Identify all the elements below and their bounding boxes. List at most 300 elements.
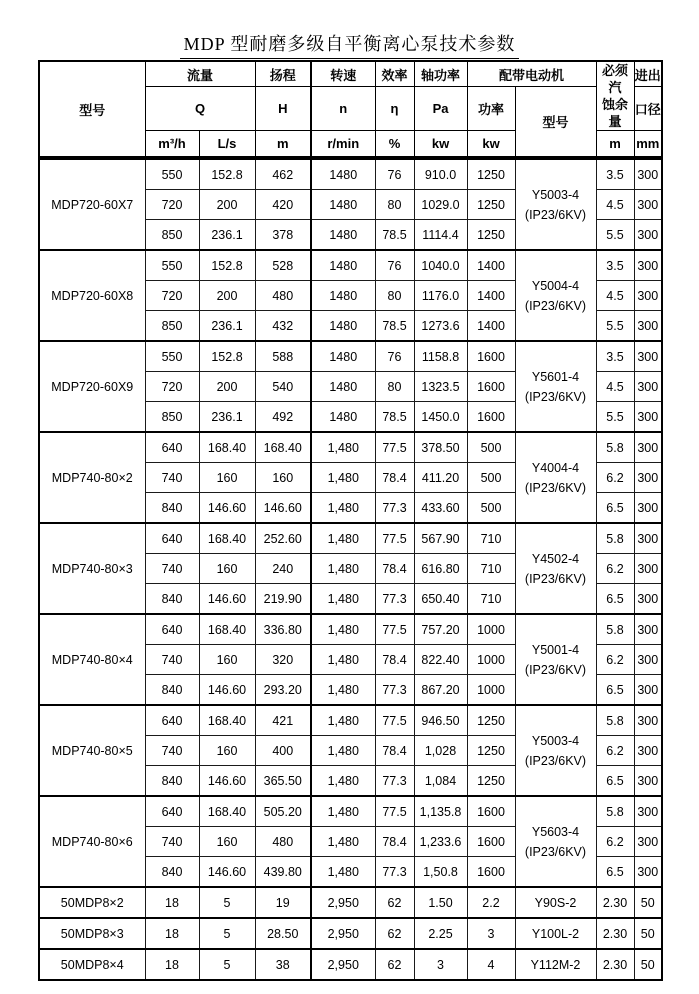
cell-motor-power-kw: 710 xyxy=(467,554,515,584)
cell-flow-ls: 168.40 xyxy=(199,523,255,554)
header-head-unit: m xyxy=(255,131,311,158)
header-efficiency-symbol: η xyxy=(375,87,414,131)
cell-shaft-power-kw: 1176.0 xyxy=(414,281,467,311)
page-title: MDP 型耐磨多级自平衡离心泵技术参数 xyxy=(180,30,520,59)
title-row xyxy=(0,30,699,59)
cell-flow-ls: 160 xyxy=(199,645,255,675)
cell-motor-power-kw: 1600 xyxy=(467,857,515,888)
cell-flow-m3h: 840 xyxy=(145,675,199,706)
cell-speed-rpm: 1480 xyxy=(311,220,375,251)
cell-efficiency-pct: 77.5 xyxy=(375,614,414,645)
header-npsh-line2: 蚀余量 xyxy=(602,97,629,129)
motor-model-name: Y5601-4 xyxy=(531,369,580,384)
cell-motor-power-kw: 1000 xyxy=(467,614,515,645)
cell-shaft-power-kw: 1040.0 xyxy=(414,250,467,281)
motor-model-cell xyxy=(515,949,596,980)
cell-speed-rpm: 1,480 xyxy=(311,705,375,736)
motor-model-note: (IP23/6KV) xyxy=(524,844,587,859)
cell-speed-rpm: 1,480 xyxy=(311,857,375,888)
pump-model-cell: 50MDP8×3 xyxy=(39,918,145,949)
cell-head-m: 160 xyxy=(255,463,311,493)
motor-model-name: Y90S-2 xyxy=(534,895,577,910)
cell-speed-rpm: 2,950 xyxy=(311,949,375,980)
cell-motor-power-kw: 4 xyxy=(467,949,515,980)
cell-head-m: 365.50 xyxy=(255,766,311,797)
cell-shaft-power-kw: 946.50 xyxy=(414,705,467,736)
cell-head-m: 168.40 xyxy=(255,432,311,463)
header-speed: 转速 xyxy=(311,61,375,87)
cell-flow-m3h: 740 xyxy=(145,827,199,857)
cell-motor-power-kw: 1250 xyxy=(467,159,515,190)
header-head-symbol: H xyxy=(255,87,311,131)
motor-model-cell xyxy=(515,887,596,918)
cell-efficiency-pct: 78.4 xyxy=(375,554,414,584)
cell-speed-rpm: 1480 xyxy=(311,372,375,402)
cell-port-mm: 300 xyxy=(634,554,662,584)
cell-speed-rpm: 1,480 xyxy=(311,675,375,706)
cell-npsh-m: 5.5 xyxy=(596,311,634,342)
cell-npsh-m: 5.8 xyxy=(596,796,634,827)
motor-model-name: Y4502-4 xyxy=(531,551,580,566)
cell-speed-rpm: 1480 xyxy=(311,190,375,220)
motor-model-note: (IP23/6KV) xyxy=(524,207,587,222)
cell-flow-m3h: 640 xyxy=(145,705,199,736)
cell-head-m: 240 xyxy=(255,554,311,584)
header-motor-model: 型号 xyxy=(515,87,596,158)
cell-port-mm: 300 xyxy=(634,432,662,463)
cell-efficiency-pct: 77.3 xyxy=(375,857,414,888)
header-head: 扬程 xyxy=(255,61,311,87)
data-table-body xyxy=(39,159,662,981)
cell-speed-rpm: 1,480 xyxy=(311,463,375,493)
cell-port-mm: 300 xyxy=(634,766,662,797)
cell-npsh-m: 5.5 xyxy=(596,220,634,251)
motor-model-name: Y5001-4 xyxy=(531,642,580,657)
cell-efficiency-pct: 77.3 xyxy=(375,766,414,797)
cell-shaft-power-kw: 1450.0 xyxy=(414,402,467,433)
header-port-unit: mm xyxy=(634,131,662,158)
table-row xyxy=(39,250,662,281)
cell-efficiency-pct: 62 xyxy=(375,918,414,949)
cell-efficiency-pct: 76 xyxy=(375,250,414,281)
cell-efficiency-pct: 78.5 xyxy=(375,220,414,251)
cell-port-mm: 300 xyxy=(634,281,662,311)
motor-model-name: Y4004-4 xyxy=(531,460,580,475)
cell-flow-m3h: 850 xyxy=(145,311,199,342)
header-flow-symbol: Q xyxy=(145,87,255,131)
cell-speed-rpm: 1480 xyxy=(311,341,375,372)
cell-efficiency-pct: 76 xyxy=(375,159,414,190)
motor-model-note: (IP23/6KV) xyxy=(524,662,587,677)
cell-flow-m3h: 740 xyxy=(145,736,199,766)
cell-flow-m3h: 840 xyxy=(145,493,199,524)
header-npsh-unit: m xyxy=(596,131,634,158)
cell-shaft-power-kw: 1,084 xyxy=(414,766,467,797)
table-row xyxy=(39,159,662,190)
motor-model-note: (IP23/6KV) xyxy=(524,389,587,404)
cell-motor-power-kw: 1000 xyxy=(467,675,515,706)
cell-motor-power-kw: 2.2 xyxy=(467,887,515,918)
cell-efficiency-pct: 78.5 xyxy=(375,311,414,342)
header-motor-power-unit: kw xyxy=(467,131,515,158)
cell-head-m: 146.60 xyxy=(255,493,311,524)
cell-npsh-m: 6.2 xyxy=(596,736,634,766)
motor-model-name: Y5603-4 xyxy=(531,824,580,839)
cell-motor-power-kw: 1600 xyxy=(467,827,515,857)
cell-flow-ls: 146.60 xyxy=(199,584,255,615)
cell-flow-m3h: 720 xyxy=(145,190,199,220)
pump-model-cell: MDP720-60X9 xyxy=(39,341,145,432)
cell-flow-m3h: 740 xyxy=(145,645,199,675)
cell-motor-power-kw: 1400 xyxy=(467,250,515,281)
cell-shaft-power-kw: 1,028 xyxy=(414,736,467,766)
cell-motor-power-kw: 1600 xyxy=(467,402,515,433)
cell-flow-ls: 146.60 xyxy=(199,766,255,797)
cell-speed-rpm: 1,480 xyxy=(311,614,375,645)
cell-head-m: 480 xyxy=(255,827,311,857)
cell-speed-rpm: 1,480 xyxy=(311,432,375,463)
cell-flow-m3h: 840 xyxy=(145,766,199,797)
cell-npsh-m: 3.5 xyxy=(596,159,634,190)
cell-npsh-m: 4.5 xyxy=(596,190,634,220)
cell-shaft-power-kw: 1,135.8 xyxy=(414,796,467,827)
table-row xyxy=(39,432,662,463)
cell-flow-ls: 146.60 xyxy=(199,493,255,524)
cell-flow-m3h: 850 xyxy=(145,402,199,433)
header-motor: 配带电动机 xyxy=(467,61,596,87)
header-motor-power: 功率 xyxy=(467,87,515,131)
cell-motor-power-kw: 500 xyxy=(467,493,515,524)
cell-shaft-power-kw: 2.25 xyxy=(414,918,467,949)
cell-shaft-power-kw: 1,50.8 xyxy=(414,857,467,888)
cell-npsh-m: 4.5 xyxy=(596,372,634,402)
pump-model-cell: MDP740-80×2 xyxy=(39,432,145,523)
cell-shaft-power-kw: 1323.5 xyxy=(414,372,467,402)
cell-shaft-power-kw: 757.20 xyxy=(414,614,467,645)
cell-head-m: 588 xyxy=(255,341,311,372)
motor-model-cell xyxy=(515,341,596,432)
cell-flow-ls: 5 xyxy=(199,918,255,949)
cell-efficiency-pct: 77.5 xyxy=(375,523,414,554)
cell-flow-m3h: 840 xyxy=(145,584,199,615)
pump-model-cell: MDP720-60X8 xyxy=(39,250,145,341)
cell-npsh-m: 2.30 xyxy=(596,949,634,980)
header-port-line2: 口径 xyxy=(634,87,662,131)
cell-port-mm: 300 xyxy=(634,341,662,372)
cell-flow-ls: 152.8 xyxy=(199,341,255,372)
cell-efficiency-pct: 77.3 xyxy=(375,493,414,524)
cell-flow-m3h: 640 xyxy=(145,796,199,827)
cell-efficiency-pct: 80 xyxy=(375,190,414,220)
header-shaft-power-unit: kw xyxy=(414,131,467,158)
cell-motor-power-kw: 1250 xyxy=(467,766,515,797)
motor-model-note: (IP23/6KV) xyxy=(524,753,587,768)
cell-speed-rpm: 1480 xyxy=(311,311,375,342)
header-port-line1: 进出 xyxy=(634,61,662,87)
pump-model-cell: MDP720-60X7 xyxy=(39,159,145,251)
cell-efficiency-pct: 78.4 xyxy=(375,827,414,857)
motor-model-cell xyxy=(515,523,596,614)
cell-port-mm: 300 xyxy=(634,584,662,615)
cell-speed-rpm: 1,480 xyxy=(311,827,375,857)
table-row xyxy=(39,523,662,554)
cell-port-mm: 300 xyxy=(634,190,662,220)
cell-speed-rpm: 1480 xyxy=(311,159,375,190)
cell-npsh-m: 6.2 xyxy=(596,827,634,857)
cell-flow-ls: 160 xyxy=(199,827,255,857)
cell-npsh-m: 3.5 xyxy=(596,250,634,281)
cell-motor-power-kw: 1400 xyxy=(467,311,515,342)
cell-speed-rpm: 1,480 xyxy=(311,523,375,554)
cell-efficiency-pct: 76 xyxy=(375,341,414,372)
cell-motor-power-kw: 710 xyxy=(467,584,515,615)
cell-speed-rpm: 1,480 xyxy=(311,554,375,584)
cell-port-mm: 300 xyxy=(634,311,662,342)
table-row xyxy=(39,796,662,827)
table-row xyxy=(39,918,662,949)
cell-shaft-power-kw: 1158.8 xyxy=(414,341,467,372)
cell-motor-power-kw: 500 xyxy=(467,432,515,463)
cell-shaft-power-kw: 1114.4 xyxy=(414,220,467,251)
cell-flow-ls: 168.40 xyxy=(199,614,255,645)
motor-model-cell xyxy=(515,705,596,796)
cell-flow-ls: 146.60 xyxy=(199,857,255,888)
cell-port-mm: 300 xyxy=(634,857,662,888)
cell-port-mm: 50 xyxy=(634,949,662,980)
cell-flow-m3h: 550 xyxy=(145,250,199,281)
cell-shaft-power-kw: 567.90 xyxy=(414,523,467,554)
pump-model-cell: MDP740-80×3 xyxy=(39,523,145,614)
cell-npsh-m: 5.8 xyxy=(596,432,634,463)
cell-shaft-power-kw: 1273.6 xyxy=(414,311,467,342)
cell-head-m: 462 xyxy=(255,159,311,190)
table-row xyxy=(39,341,662,372)
cell-shaft-power-kw: 1029.0 xyxy=(414,190,467,220)
cell-port-mm: 300 xyxy=(634,220,662,251)
cell-efficiency-pct: 80 xyxy=(375,281,414,311)
cell-motor-power-kw: 1600 xyxy=(467,796,515,827)
cell-flow-ls: 5 xyxy=(199,949,255,980)
cell-efficiency-pct: 77.5 xyxy=(375,432,414,463)
cell-npsh-m: 6.5 xyxy=(596,493,634,524)
cell-shaft-power-kw: 910.0 xyxy=(414,159,467,190)
header-efficiency-unit: % xyxy=(375,131,414,158)
cell-shaft-power-kw: 433.60 xyxy=(414,493,467,524)
cell-head-m: 219.90 xyxy=(255,584,311,615)
cell-head-m: 336.80 xyxy=(255,614,311,645)
cell-head-m: 293.20 xyxy=(255,675,311,706)
cell-efficiency-pct: 77.3 xyxy=(375,675,414,706)
cell-shaft-power-kw: 378.50 xyxy=(414,432,467,463)
cell-efficiency-pct: 77.5 xyxy=(375,796,414,827)
header-flow-unit-m3h: m³/h xyxy=(145,131,199,158)
cell-efficiency-pct: 78.4 xyxy=(375,463,414,493)
cell-motor-power-kw: 1250 xyxy=(467,736,515,766)
table-row xyxy=(39,887,662,918)
cell-port-mm: 300 xyxy=(634,736,662,766)
cell-npsh-m: 6.5 xyxy=(596,675,634,706)
header-pump-model: 型号 xyxy=(39,61,145,157)
cell-flow-m3h: 550 xyxy=(145,341,199,372)
cell-motor-power-kw: 500 xyxy=(467,463,515,493)
cell-speed-rpm: 1,480 xyxy=(311,766,375,797)
header-shaft-power: 轴功率 xyxy=(414,61,467,87)
cell-port-mm: 300 xyxy=(634,402,662,433)
cell-port-mm: 300 xyxy=(634,159,662,190)
cell-efficiency-pct: 62 xyxy=(375,949,414,980)
motor-model-cell xyxy=(515,159,596,251)
cell-head-m: 492 xyxy=(255,402,311,433)
cell-npsh-m: 6.2 xyxy=(596,645,634,675)
cell-speed-rpm: 1480 xyxy=(311,281,375,311)
cell-head-m: 252.60 xyxy=(255,523,311,554)
cell-speed-rpm: 1,480 xyxy=(311,493,375,524)
cell-head-m: 439.80 xyxy=(255,857,311,888)
cell-port-mm: 300 xyxy=(634,250,662,281)
cell-flow-m3h: 840 xyxy=(145,857,199,888)
cell-flow-ls: 146.60 xyxy=(199,675,255,706)
motor-model-name: Y5003-4 xyxy=(531,187,580,202)
cell-head-m: 540 xyxy=(255,372,311,402)
cell-motor-power-kw: 1250 xyxy=(467,705,515,736)
motor-model-note: (IP23/6KV) xyxy=(524,298,587,313)
motor-model-cell xyxy=(515,250,596,341)
cell-speed-rpm: 1480 xyxy=(311,250,375,281)
cell-flow-m3h: 550 xyxy=(145,159,199,190)
cell-flow-m3h: 18 xyxy=(145,918,199,949)
cell-port-mm: 300 xyxy=(634,705,662,736)
cell-speed-rpm: 1,480 xyxy=(311,645,375,675)
cell-flow-ls: 168.40 xyxy=(199,705,255,736)
cell-flow-ls: 160 xyxy=(199,554,255,584)
cell-flow-m3h: 720 xyxy=(145,281,199,311)
cell-flow-ls: 236.1 xyxy=(199,402,255,433)
cell-flow-m3h: 740 xyxy=(145,554,199,584)
cell-speed-rpm: 1,480 xyxy=(311,584,375,615)
cell-npsh-m: 4.5 xyxy=(596,281,634,311)
table-row xyxy=(39,705,662,736)
cell-shaft-power-kw: 411.20 xyxy=(414,463,467,493)
cell-head-m: 378 xyxy=(255,220,311,251)
header-npsh-line1: 必须汽 xyxy=(602,63,629,95)
cell-shaft-power-kw: 616.80 xyxy=(414,554,467,584)
cell-flow-ls: 168.40 xyxy=(199,796,255,827)
cell-head-m: 19 xyxy=(255,887,311,918)
cell-motor-power-kw: 1000 xyxy=(467,645,515,675)
header-flow-unit-ls: L/s xyxy=(199,131,255,158)
cell-speed-rpm: 1,480 xyxy=(311,796,375,827)
cell-port-mm: 50 xyxy=(634,918,662,949)
cell-head-m: 400 xyxy=(255,736,311,766)
motor-model-note: (IP23/6KV) xyxy=(524,480,587,495)
cell-speed-rpm: 2,950 xyxy=(311,918,375,949)
cell-npsh-m: 6.5 xyxy=(596,857,634,888)
cell-flow-m3h: 740 xyxy=(145,463,199,493)
cell-port-mm: 300 xyxy=(634,493,662,524)
cell-port-mm: 300 xyxy=(634,523,662,554)
cell-flow-ls: 160 xyxy=(199,463,255,493)
cell-motor-power-kw: 3 xyxy=(467,918,515,949)
cell-port-mm: 300 xyxy=(634,645,662,675)
cell-motor-power-kw: 1600 xyxy=(467,341,515,372)
cell-port-mm: 300 xyxy=(634,675,662,706)
cell-head-m: 421 xyxy=(255,705,311,736)
cell-efficiency-pct: 77.3 xyxy=(375,584,414,615)
motor-model-name: Y100L-2 xyxy=(531,926,580,941)
cell-flow-m3h: 18 xyxy=(145,887,199,918)
cell-npsh-m: 5.8 xyxy=(596,614,634,645)
cell-npsh-m: 6.2 xyxy=(596,554,634,584)
cell-efficiency-pct: 78.4 xyxy=(375,645,414,675)
cell-flow-m3h: 720 xyxy=(145,372,199,402)
motor-model-name: Y112M-2 xyxy=(530,957,581,972)
cell-port-mm: 300 xyxy=(634,372,662,402)
cell-npsh-m: 5.8 xyxy=(596,523,634,554)
header-table xyxy=(38,60,663,158)
cell-port-mm: 300 xyxy=(634,827,662,857)
header-npsh xyxy=(596,61,634,131)
table-row xyxy=(39,949,662,980)
cell-efficiency-pct: 77.5 xyxy=(375,705,414,736)
pump-data-table xyxy=(38,157,663,981)
cell-head-m: 420 xyxy=(255,190,311,220)
cell-efficiency-pct: 78.5 xyxy=(375,402,414,433)
cell-flow-ls: 152.8 xyxy=(199,159,255,190)
cell-flow-ls: 200 xyxy=(199,372,255,402)
cell-motor-power-kw: 1250 xyxy=(467,220,515,251)
pump-model-cell: MDP740-80×6 xyxy=(39,796,145,887)
cell-head-m: 505.20 xyxy=(255,796,311,827)
cell-head-m: 480 xyxy=(255,281,311,311)
cell-shaft-power-kw: 1.50 xyxy=(414,887,467,918)
motor-model-cell xyxy=(515,432,596,523)
cell-shaft-power-kw: 1,233.6 xyxy=(414,827,467,857)
cell-motor-power-kw: 1600 xyxy=(467,372,515,402)
cell-shaft-power-kw: 3 xyxy=(414,949,467,980)
cell-flow-ls: 152.8 xyxy=(199,250,255,281)
cell-npsh-m: 6.5 xyxy=(596,584,634,615)
pump-model-cell: 50MDP8×4 xyxy=(39,949,145,980)
cell-flow-m3h: 640 xyxy=(145,523,199,554)
cell-npsh-m: 5.5 xyxy=(596,402,634,433)
cell-port-mm: 50 xyxy=(634,887,662,918)
cell-npsh-m: 5.8 xyxy=(596,705,634,736)
cell-flow-ls: 168.40 xyxy=(199,432,255,463)
pump-model-cell: MDP740-80×4 xyxy=(39,614,145,705)
pump-model-cell: 50MDP8×2 xyxy=(39,887,145,918)
cell-shaft-power-kw: 650.40 xyxy=(414,584,467,615)
cell-head-m: 528 xyxy=(255,250,311,281)
cell-flow-ls: 160 xyxy=(199,736,255,766)
cell-flow-m3h: 640 xyxy=(145,432,199,463)
motor-model-cell xyxy=(515,918,596,949)
cell-npsh-m: 2.30 xyxy=(596,887,634,918)
pump-model-cell: MDP740-80×5 xyxy=(39,705,145,796)
cell-motor-power-kw: 1400 xyxy=(467,281,515,311)
cell-head-m: 38 xyxy=(255,949,311,980)
cell-npsh-m: 2.30 xyxy=(596,918,634,949)
cell-flow-ls: 200 xyxy=(199,281,255,311)
cell-speed-rpm: 1480 xyxy=(311,402,375,433)
cell-flow-ls: 236.1 xyxy=(199,311,255,342)
cell-efficiency-pct: 80 xyxy=(375,372,414,402)
cell-motor-power-kw: 710 xyxy=(467,523,515,554)
cell-shaft-power-kw: 822.40 xyxy=(414,645,467,675)
header-efficiency: 效率 xyxy=(375,61,414,87)
cell-port-mm: 300 xyxy=(634,463,662,493)
cell-flow-ls: 200 xyxy=(199,190,255,220)
motor-model-cell xyxy=(515,796,596,887)
